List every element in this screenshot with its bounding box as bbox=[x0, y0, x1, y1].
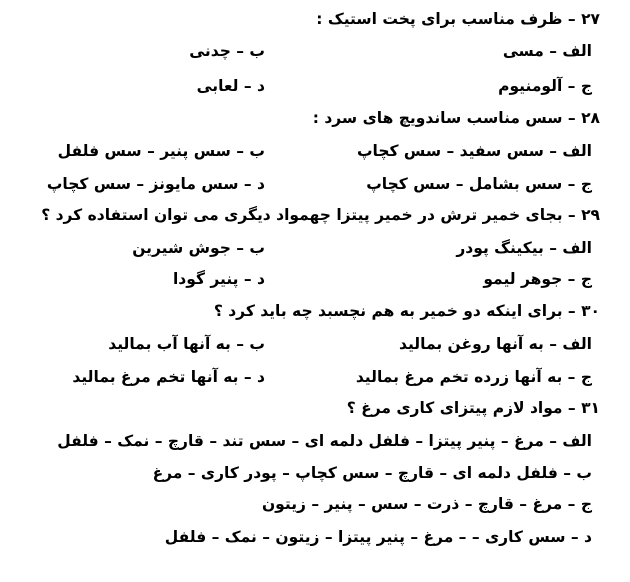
q31-option-d: د – سس کاری – – مرغ – پنیر پیتزا – زیتون – نمک – فلفل bbox=[164, 528, 592, 546]
q27-option-d: د – لعابی bbox=[196, 77, 265, 95]
q28-option-a: الف – سس سفید – سس کچاپ bbox=[356, 142, 592, 160]
q31-option-b: ب – فلفل دلمه ای – قارچ – سس کچاپ – پودر کاری – مرغ bbox=[152, 464, 592, 482]
q30-option-d: د – به آنها تخم مرغ بمالید bbox=[72, 368, 265, 386]
q30-option-a: الف – به آنها روغن بمالید bbox=[399, 335, 592, 353]
q29-option-d: د – پنیر گودا bbox=[172, 270, 265, 288]
q30-option-c: ج – به آنها زرده تخم مرغ بمالید bbox=[355, 368, 592, 386]
q28-option-b: ب – سس پنیر – سس فلفل bbox=[57, 142, 265, 160]
q31-option-c: ج – مرغ – قارچ – ذرت – سس – پنیر – زیتون bbox=[261, 495, 592, 513]
q31-option-a: الف – مرغ – پنیر پیتزا – فلفل دلمه ای – سس تند – قارچ – نمک – فلفل bbox=[57, 432, 592, 450]
q29-option-a: الف – بیکینگ پودر bbox=[456, 239, 592, 257]
q28-option-d: د – سس مایونز – سس کچاپ bbox=[46, 175, 265, 193]
q27-option-a: الف – مسی bbox=[502, 42, 592, 60]
question-27: ۲۷ – ظرف مناسب برای پخت استیک : bbox=[316, 10, 600, 28]
question-29: ۲۹ – بجای خمیر ترش در خمیر پیتزا چهمواد دیگری می توان استفاده کرد ؟ bbox=[41, 206, 600, 224]
q29-option-b: ب – جوش شیرین bbox=[132, 239, 265, 257]
question-28: ۲۸ – سس مناسب ساندویچ های سرد : bbox=[312, 109, 600, 127]
q28-option-c: ج – سس بشامل – سس کچاپ bbox=[366, 175, 592, 193]
q27-option-b: ب – چدنی bbox=[189, 42, 265, 60]
question-31: ۳۱ – مواد لازم پیتزای کاری مرغ ؟ bbox=[346, 399, 600, 417]
q30-option-b: ب – به آنها آب بمالید bbox=[108, 335, 265, 353]
q27-option-c: ج – آلومنیوم bbox=[498, 77, 592, 95]
question-30: ۳۰ – برای اینکه دو خمیر به هم نچسبد چه باید کرد ؟ bbox=[213, 302, 600, 320]
q29-option-c: ج – جوهر لیمو bbox=[483, 270, 592, 288]
